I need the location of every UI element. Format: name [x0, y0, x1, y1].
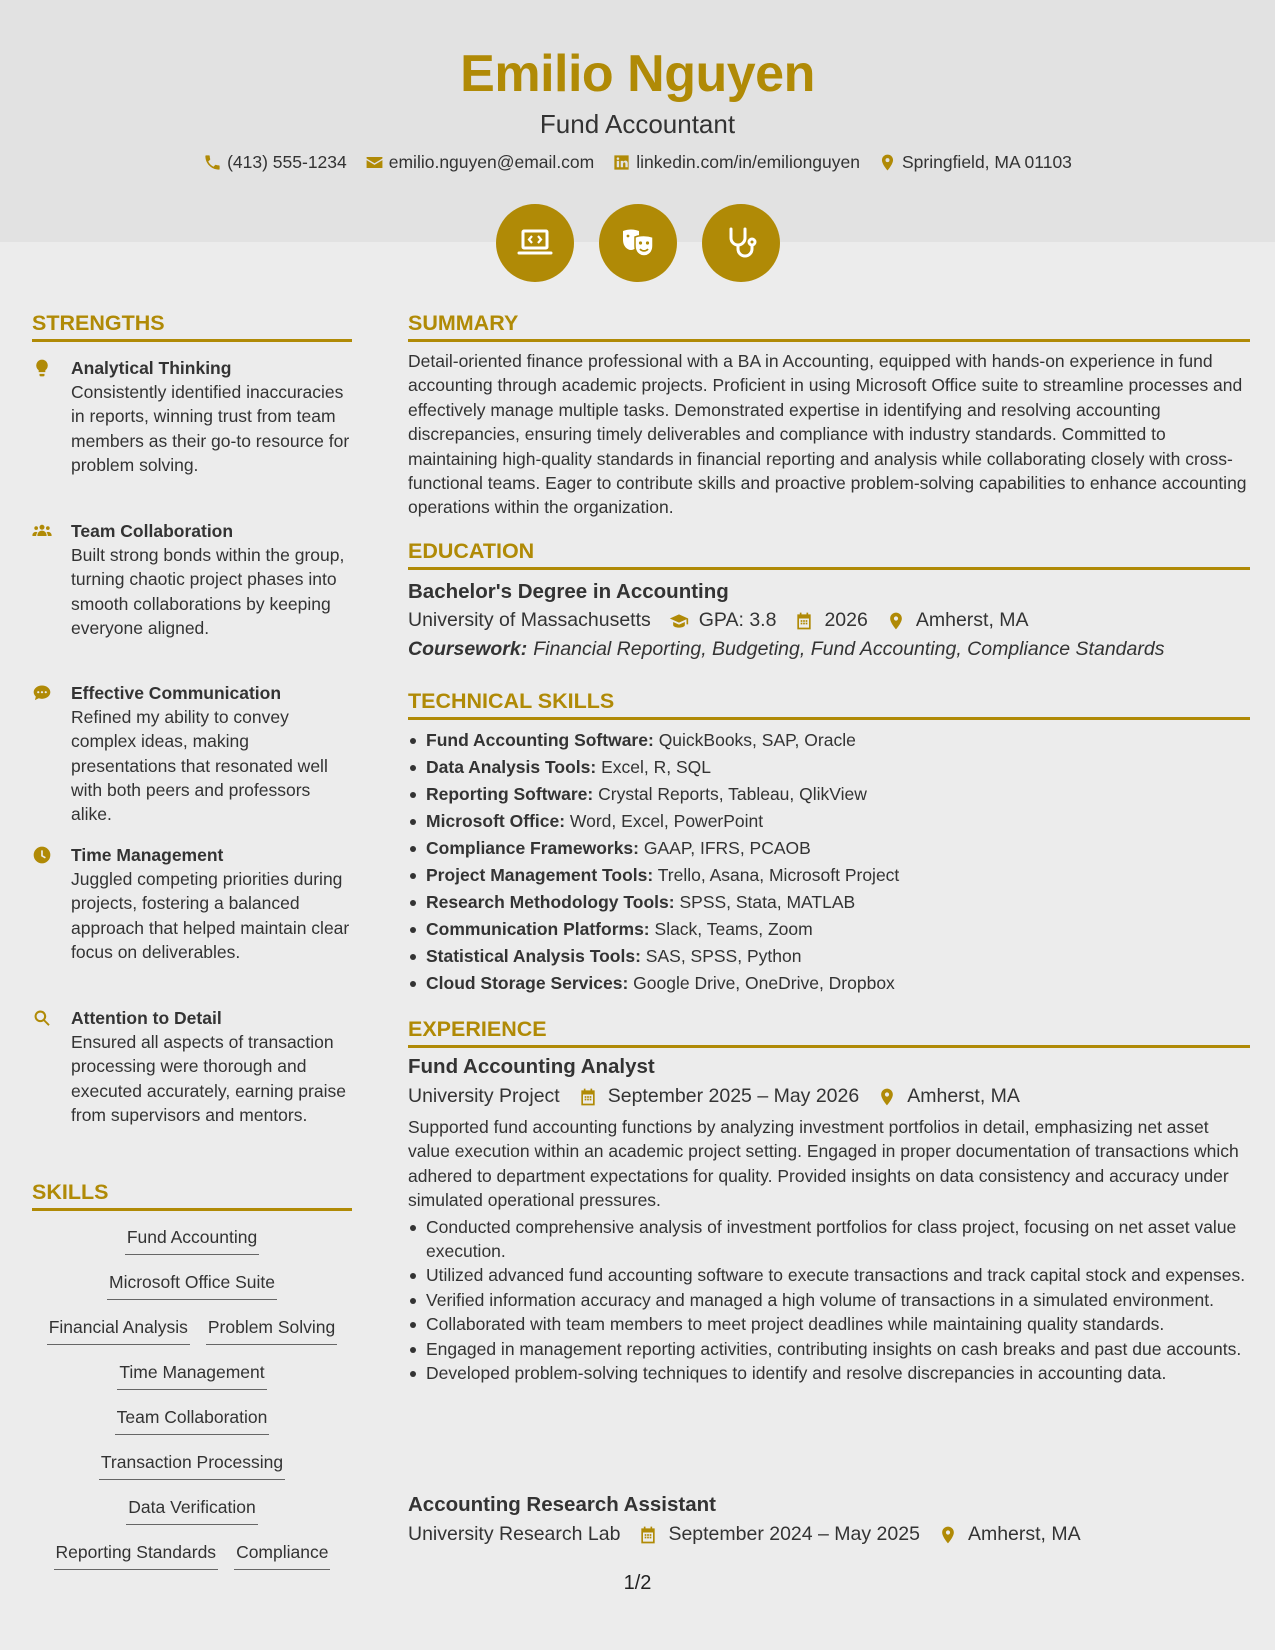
list-item: Utilized advanced fund accounting software to execute transactions and track capital stock and expenses. [408, 1263, 1250, 1287]
skill-tag: Transaction Processing [99, 1452, 285, 1480]
hobby-circle-medical [702, 204, 780, 282]
list-item: Cloud Storage Services: Google Drive, OneDrive, Dropbox [408, 970, 1250, 997]
strength-title: Team Collaboration [71, 521, 234, 541]
skills-list [32, 1227, 352, 1587]
strength-desc: Refined my ability to convey complex ideas, making presentations that resonated well with both peers and professors alike. [71, 707, 328, 825]
technical-skills-list [408, 727, 1250, 997]
skill-tag: Data Verification [126, 1497, 257, 1525]
skill-tag: Fund Accounting [125, 1227, 259, 1255]
experience-heading: EXPERIENCE [408, 1016, 1250, 1048]
job-org: University Project [408, 1085, 560, 1107]
education-location: Amherst, MA [915, 609, 1029, 631]
linkedin-text: linkedin.com/in/emilionguyen [636, 152, 860, 172]
skill-tag: Reporting Standards [54, 1542, 219, 1570]
job-meta-2 [408, 1523, 1250, 1546]
list-item: Compliance Frameworks: GAAP, IFRS, PCAOB [408, 835, 1250, 862]
strength-item [32, 681, 352, 826]
list-item: Data Analysis Tools: Excel, R, SQL [408, 754, 1250, 781]
hobby-icons [0, 204, 1275, 282]
gpa: GPA: 3.8 [698, 609, 777, 631]
location-pin-icon [938, 1525, 958, 1545]
contact-phone[interactable] [203, 152, 347, 173]
strengths-heading: STRENGTHS [32, 310, 352, 342]
location-pin-icon [886, 611, 906, 631]
hobby-circle-theater [599, 204, 677, 282]
strength-desc: Consistently identified inaccuracies in reports, winning trust from team members as their go-to resource for problem solving. [71, 382, 350, 475]
list-item: Research Methodology Tools: SPSS, Stata, MATLAB [408, 889, 1250, 916]
skills-heading: SKILLS [32, 1179, 352, 1211]
phone-text: (413) 555-1234 [227, 152, 347, 172]
experience-entry [408, 1493, 1250, 1546]
email-icon [365, 153, 384, 172]
search-icon [32, 1008, 52, 1028]
job-description: Supported fund accounting functions by analyzing investment portfolios in detail, emphasizing net asset value execution within an academic project setting. Engaged in proper documentation of transactions which adhered to department expectations for quality. Provided insights on data consistency and accuracy under simulated operational pressures. [408, 1117, 1239, 1211]
strength-title: Attention to Detail [71, 1008, 222, 1028]
coursework [408, 638, 1250, 661]
job-location: Amherst, MA [907, 1085, 1020, 1107]
strength-item [32, 843, 352, 964]
job-location: Amherst, MA [967, 1523, 1081, 1545]
calendar-icon [578, 1087, 598, 1107]
strength-desc: Juggled competing priorities during projects, fostering a balanced approach that helped maintain clear focus on deliverables. [71, 869, 350, 962]
list-item: Project Management Tools: Trello, Asana, Microsoft Project [408, 862, 1250, 889]
list-item: Conducted comprehensive analysis of investment portfolios for class project, focusing on net asset value execution. [408, 1215, 1250, 1264]
contact-location [878, 152, 1072, 173]
coursework-label: Coursework: [408, 638, 528, 660]
job-dates: September 2025 – May 2026 [607, 1085, 860, 1107]
comment-dots-icon [32, 683, 52, 703]
list-item: Developed problem-solving techniques to identify and resolve discrepancies in accounting data. [408, 1361, 1250, 1385]
strength-title: Time Management [71, 845, 224, 865]
list-item: Microsoft Office: Word, Excel, PowerPoint [408, 808, 1250, 835]
summary-heading: SUMMARY [408, 310, 1250, 342]
job-org: University Research Lab [408, 1523, 621, 1545]
location-text: Springfield, MA 01103 [901, 152, 1072, 172]
candidate-name: Emilio Nguyen [460, 45, 815, 103]
technical-skills-heading: TECHNICAL SKILLS [408, 688, 1250, 720]
stethoscope-icon [721, 223, 761, 263]
laptop-code-icon [515, 223, 555, 263]
job-dates: September 2024 – May 2025 [668, 1523, 920, 1545]
job-title-2: Accounting Research Assistant [408, 1493, 716, 1516]
calendar-icon [638, 1525, 658, 1545]
skill-tag: Team Collaboration [115, 1407, 270, 1435]
education-heading: EDUCATION [408, 538, 1250, 570]
skill-tag: Problem Solving [206, 1317, 337, 1345]
calendar-icon [794, 611, 814, 631]
coursework-list: Financial Reporting, Budgeting, Fund Accounting, Compliance Standards [533, 638, 1165, 660]
clock-icon [32, 845, 52, 865]
skill-tag: Microsoft Office Suite [107, 1272, 277, 1300]
theater-masks-icon [618, 223, 658, 263]
contact-email[interactable] [365, 152, 595, 173]
strength-item [32, 519, 352, 640]
list-item: Fund Accounting Software: QuickBooks, SAP, Oracle [408, 727, 1250, 754]
job-bullets [408, 1215, 1250, 1386]
list-item: Reporting Software: Crystal Reports, Tableau, QlikView [408, 781, 1250, 808]
strength-desc: Built strong bonds within the group, turning chaotic project phases into smooth collaborations by keeping everyone aligned. [71, 545, 345, 638]
list-item: Statistical Analysis Tools: SAS, SPSS, Python [408, 943, 1250, 970]
job-meta-1 [408, 1085, 1250, 1108]
skill-tag: Compliance [234, 1542, 330, 1570]
degree-title: Bachelor's Degree in Accounting [408, 580, 729, 603]
list-item: Collaborated with team members to meet project deadlines while maintaining quality standards. [408, 1312, 1250, 1336]
experience-entry [408, 1055, 1250, 1385]
graduation-cap-icon [669, 611, 689, 631]
skill-tag: Financial Analysis [47, 1317, 190, 1345]
list-item: Engaged in management reporting activities, contributing insights on cash breaks and past due accounts. [408, 1337, 1250, 1361]
users-icon [32, 521, 52, 541]
education-meta [408, 609, 1250, 632]
page-number: 1/2 [623, 1572, 652, 1594]
strength-title: Analytical Thinking [71, 358, 232, 378]
location-pin-icon [878, 153, 897, 172]
contact-linkedin[interactable] [612, 152, 860, 173]
location-pin-icon [877, 1087, 897, 1107]
education-entry [408, 580, 1250, 661]
job-title-1: Fund Accounting Analyst [408, 1055, 655, 1078]
strength-desc: Ensured all aspects of transaction processing were thorough and executed accurately, earning praise from supervisors and mentors. [71, 1032, 346, 1125]
skill-tag: Time Management [117, 1362, 266, 1390]
list-item: Communication Platforms: Slack, Teams, Zoom [408, 916, 1250, 943]
summary-text: Detail-oriented finance professional with a BA in Accounting, equipped with hands-on experience in fund accounting through academic projects. Proficient in using Microsoft Office suite to streamline processes and effectively manage multiple tasks. Demonstrated expertise in identifying and resolving accounting discrepancies, ensuring timely deliverables and compliance with industry standards. Committed to maintaining high-quality standards in financial reporting and analysis while collaborating closely with cross-functional teams. Eager to contribute skills and proactive problem-solving capabilities to enhance accounting operations within the organization. [408, 351, 1247, 518]
list-item: Verified information accuracy and managed a high volume of transactions in a simulated environment. [408, 1288, 1250, 1312]
school-name: University of Massachusetts [408, 609, 651, 631]
strength-item [32, 356, 352, 477]
strength-title: Effective Communication [71, 683, 282, 703]
phone-icon [203, 153, 222, 172]
hobby-circle-coding [496, 204, 574, 282]
contact-bar [0, 152, 1275, 173]
strength-item [32, 1006, 352, 1127]
linkedin-icon [612, 153, 631, 172]
graduation-year: 2026 [824, 609, 868, 631]
lightbulb-icon [32, 358, 52, 378]
email-text: emilio.nguyen@email.com [388, 152, 595, 172]
job-title: Fund Accountant [539, 109, 736, 139]
